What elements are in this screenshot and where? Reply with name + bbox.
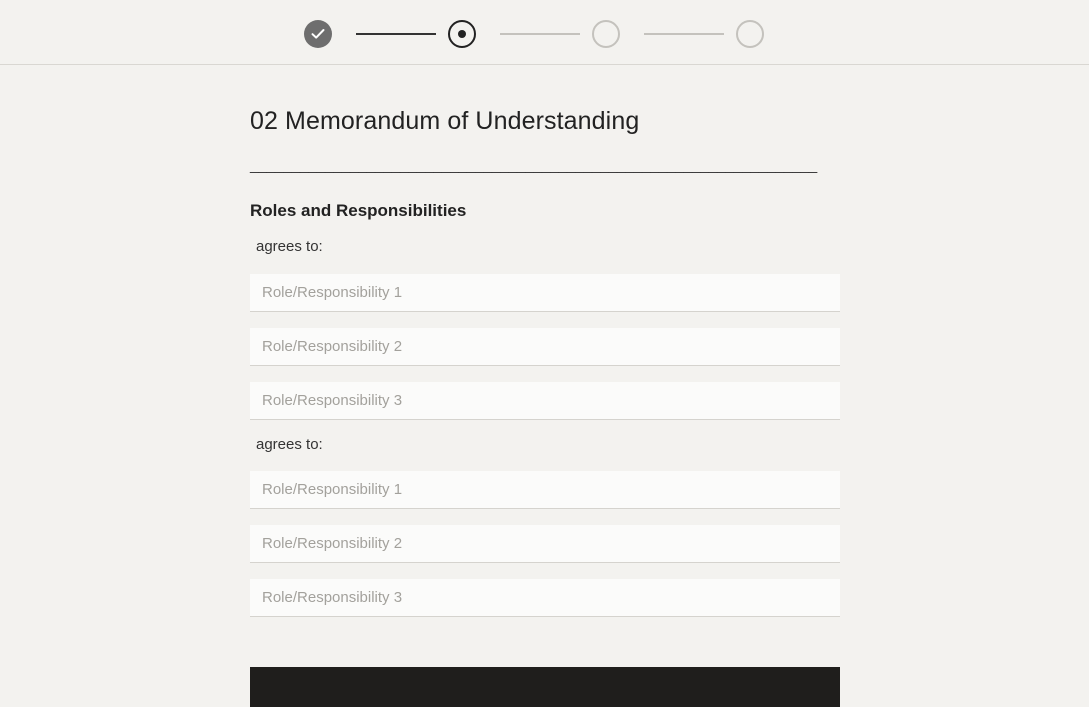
party-two-responsibility-1-input[interactable] — [250, 471, 840, 509]
mou-form — [250, 105, 840, 617]
party-two-agrees-label: agrees to: — [256, 436, 323, 453]
check-icon — [311, 28, 325, 40]
step-4-upcoming[interactable] — [736, 20, 764, 48]
step-3-upcoming[interactable] — [592, 20, 620, 48]
step-connector-1 — [356, 33, 436, 35]
party-one-responsibility-2-input[interactable] — [250, 328, 840, 366]
continue-button[interactable] — [250, 667, 840, 707]
signature-line: ____________________________________________________________________ — [250, 157, 818, 174]
step-connector-3 — [644, 33, 724, 35]
step-connector-2 — [500, 33, 580, 35]
party-two-responsibility-2-input[interactable] — [250, 525, 840, 563]
step-1-completed[interactable] — [304, 20, 332, 48]
party-one-responsibility-1-input[interactable] — [250, 274, 840, 312]
party-one-agrees-label: agrees to: — [256, 238, 323, 255]
current-step-dot-icon — [458, 30, 466, 38]
step-2-current[interactable] — [448, 20, 476, 48]
party-two-responsibility-3-input[interactable] — [250, 579, 840, 617]
progress-stepper — [0, 0, 1089, 65]
page-title: 02 Memorandum of Understanding — [250, 107, 640, 135]
section-heading-roles: Roles and Responsibilities — [250, 201, 467, 220]
party-one-responsibility-3-input[interactable] — [250, 382, 840, 420]
